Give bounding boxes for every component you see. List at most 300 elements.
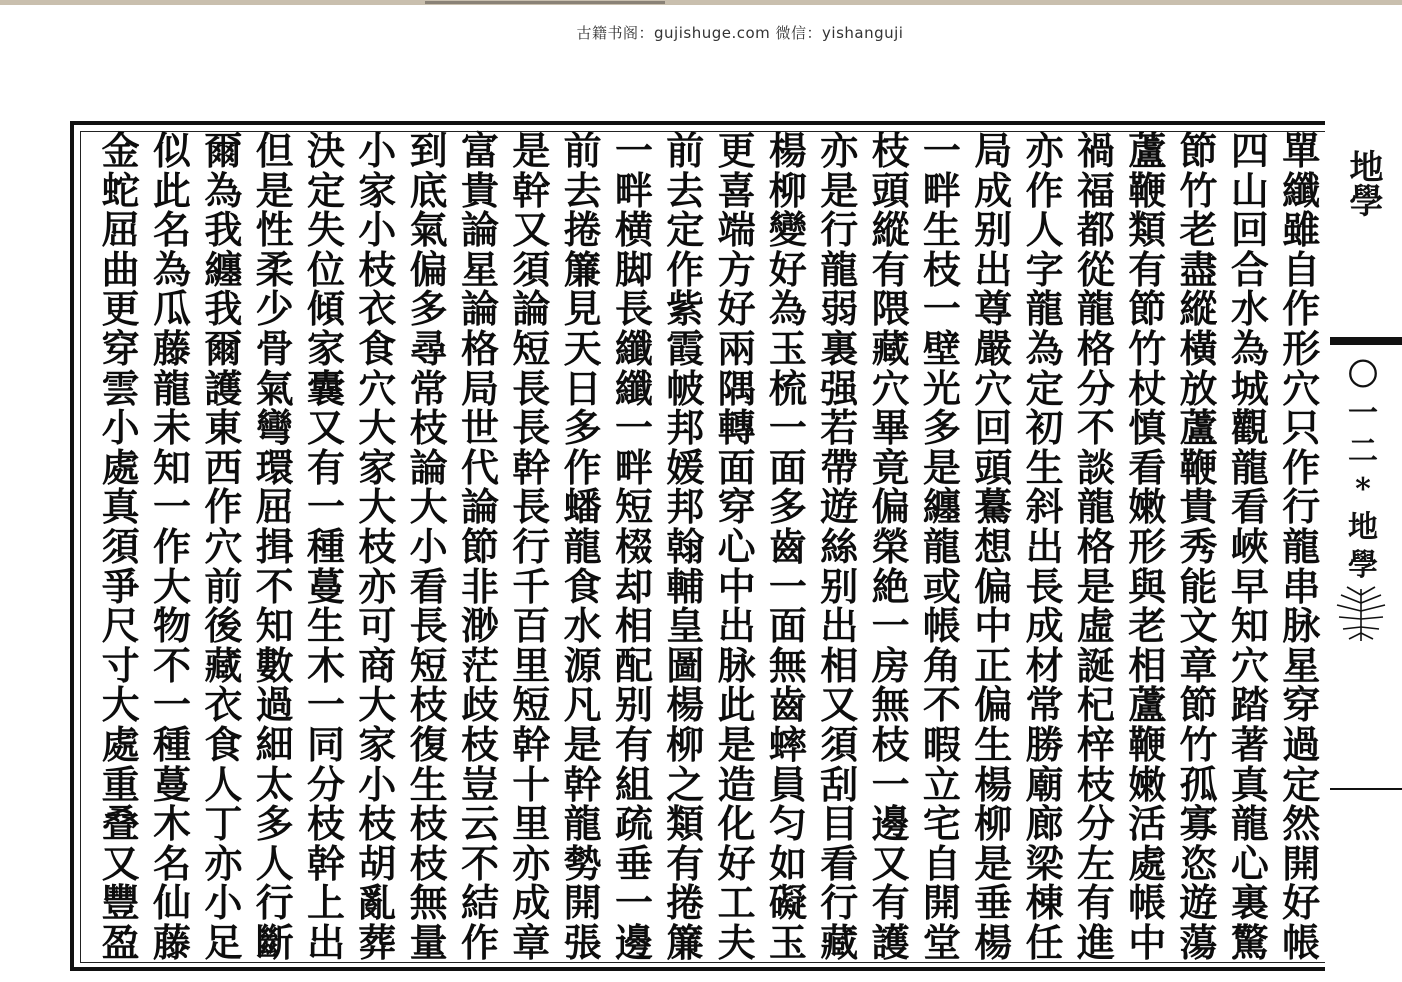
text-char: 初 xyxy=(1025,405,1064,451)
text-char: 藤 xyxy=(152,919,191,965)
text-char: 杖 xyxy=(1128,365,1167,411)
text-char: 合 xyxy=(1230,246,1269,292)
text-char: 穿 xyxy=(1282,682,1321,728)
text-char: 帔 xyxy=(666,365,705,411)
text-char: 少 xyxy=(255,286,294,332)
text-char: 為 xyxy=(152,246,191,292)
text-char: 量 xyxy=(409,919,448,965)
text-char: 有 xyxy=(666,840,705,886)
text-char: 相 xyxy=(1128,642,1167,688)
text-char: 枝 xyxy=(409,840,448,886)
text-char: 性 xyxy=(255,207,294,253)
text-char: 回 xyxy=(1230,207,1269,253)
text-char: 論 xyxy=(460,286,499,332)
text-char: 面 xyxy=(768,444,807,490)
text-char: 變 xyxy=(768,207,807,253)
text-char: 龍 xyxy=(1282,523,1321,569)
text-char: 一 xyxy=(306,484,345,530)
top-border-strip xyxy=(0,0,1402,5)
text-char: 一 xyxy=(768,563,807,609)
text-char: 知 xyxy=(152,444,191,490)
text-char: 章 xyxy=(1179,642,1218,688)
text-char: 與 xyxy=(1128,563,1167,609)
text-char: 枝 xyxy=(306,801,345,847)
text-char: 木 xyxy=(306,642,345,688)
text-char: 衣 xyxy=(358,286,397,332)
text-char: 大 xyxy=(358,682,397,728)
text-char: 知 xyxy=(1230,603,1269,649)
text-char: 人 xyxy=(1025,207,1064,253)
text-char: 偏 xyxy=(974,682,1013,728)
text-char: 長 xyxy=(1025,563,1064,609)
text-char: 是 xyxy=(717,721,756,767)
vertical-text-block xyxy=(95,128,1327,965)
text-char: 處 xyxy=(1128,840,1167,886)
text-char: 過 xyxy=(255,682,294,728)
text-char: 心 xyxy=(1230,840,1269,886)
text-char: 榮 xyxy=(871,523,910,569)
text-char: 節 xyxy=(1179,128,1218,173)
text-char: 捲 xyxy=(666,880,705,926)
text-char: 重 xyxy=(101,761,140,807)
text-char: 叠 xyxy=(101,801,140,847)
text-char: 一 xyxy=(871,603,910,649)
text-char: 節 xyxy=(460,523,499,569)
text-column xyxy=(198,128,249,965)
text-char: 竹 xyxy=(1128,325,1167,371)
text-char: 定 xyxy=(1282,761,1321,807)
text-char: 員 xyxy=(768,761,807,807)
text-char: 踏 xyxy=(1230,682,1269,728)
text-column xyxy=(1122,128,1173,965)
text-char: 齒 xyxy=(768,682,807,728)
text-char: 渺 xyxy=(460,603,499,649)
text-char: 多 xyxy=(563,405,602,451)
text-char: 不 xyxy=(152,642,191,688)
text-char: 此 xyxy=(717,682,756,728)
text-char: 裏 xyxy=(820,325,859,371)
text-char: 爾 xyxy=(204,128,243,173)
text-char: 曲 xyxy=(101,246,140,292)
text-char: 纖 xyxy=(1282,167,1321,213)
text-char: 論 xyxy=(460,484,499,530)
text-char: 單 xyxy=(1282,128,1321,173)
text-char: 無 xyxy=(871,682,910,728)
margin-label-char: 〇 xyxy=(1348,358,1378,393)
text-char: 有 xyxy=(871,246,910,292)
text-char: 張 xyxy=(563,919,602,965)
text-char: 護 xyxy=(871,919,910,965)
text-char: 勢 xyxy=(563,840,602,886)
text-char: 端 xyxy=(717,207,756,253)
text-char: 誕 xyxy=(1076,642,1115,688)
text-char: 兩 xyxy=(717,325,756,371)
text-char: 家 xyxy=(358,721,397,767)
text-column xyxy=(1070,128,1121,965)
text-char: 穴 xyxy=(358,365,397,411)
text-char: 皇 xyxy=(666,603,705,649)
text-char: 組 xyxy=(614,761,653,807)
text-char: 幹 xyxy=(306,840,345,886)
text-column xyxy=(403,128,454,965)
text-char: 屈 xyxy=(255,484,294,530)
text-char: 見 xyxy=(563,286,602,332)
text-char: 好 xyxy=(717,286,756,332)
text-char: 千 xyxy=(512,563,551,609)
text-char: 配 xyxy=(614,642,653,688)
text-char: 柳 xyxy=(768,167,807,213)
text-char: 從 xyxy=(1076,246,1115,292)
text-char: 成 xyxy=(974,167,1013,213)
text-char: 暇 xyxy=(922,721,961,767)
margin-label-char: 學 xyxy=(1348,548,1378,583)
text-char: 觀 xyxy=(1230,405,1269,451)
text-char: 行 xyxy=(820,207,859,253)
text-column xyxy=(352,128,403,965)
text-column xyxy=(660,128,711,965)
text-char: 都 xyxy=(1076,207,1115,253)
text-char: 帳 xyxy=(922,603,961,649)
text-char: 偏 xyxy=(409,246,448,292)
text-char: 蘆 xyxy=(1179,405,1218,451)
margin-label-char: * xyxy=(1355,472,1371,507)
margin-page-label xyxy=(1339,357,1387,585)
text-char: 有 xyxy=(614,721,653,767)
text-char: 小 xyxy=(204,880,243,926)
text-char: 梓 xyxy=(1076,721,1115,767)
text-char: 相 xyxy=(820,642,859,688)
text-char: 别 xyxy=(614,682,653,728)
text-char: 帳 xyxy=(1282,919,1321,965)
text-char: 爾 xyxy=(204,325,243,371)
text-char: 細 xyxy=(255,721,294,767)
text-char: 鞭 xyxy=(1128,167,1167,213)
text-char: 自 xyxy=(922,840,961,886)
text-char: 紫 xyxy=(666,286,705,332)
text-char: 可 xyxy=(358,603,397,649)
text-char: 若 xyxy=(820,405,859,451)
text-char: 前 xyxy=(204,563,243,609)
text-char: 尊 xyxy=(974,286,1013,332)
text-char: 正 xyxy=(974,642,1013,688)
text-char: 處 xyxy=(101,444,140,490)
text-column xyxy=(557,128,608,965)
text-char: 穴 xyxy=(1282,365,1321,411)
text-char: 廟 xyxy=(1025,761,1064,807)
text-char: 常 xyxy=(1025,682,1064,728)
text-char: 成 xyxy=(512,880,551,926)
text-char: 行 xyxy=(255,880,294,926)
text-char: 作 xyxy=(460,919,499,965)
text-char: 我 xyxy=(204,207,243,253)
text-char: 隅 xyxy=(717,365,756,411)
text-char: 穿 xyxy=(717,484,756,530)
text-char: 虛 xyxy=(1076,603,1115,649)
text-column xyxy=(711,128,762,965)
text-char: 如 xyxy=(768,840,807,886)
text-char: 工 xyxy=(717,880,756,926)
text-char: 玉 xyxy=(768,919,807,965)
text-char: 楊 xyxy=(768,128,807,173)
text-char: 常 xyxy=(409,365,448,411)
text-char: 小 xyxy=(358,207,397,253)
text-char: 有 xyxy=(1076,880,1115,926)
text-char: 驚 xyxy=(1230,919,1269,965)
text-char: 幹 xyxy=(512,721,551,767)
text-char: 轉 xyxy=(717,405,756,451)
text-char: 穴 xyxy=(204,523,243,569)
text-char: 穴 xyxy=(871,365,910,411)
text-char: 又 xyxy=(820,682,859,728)
text-char: 里 xyxy=(512,801,551,847)
text-char: 霞 xyxy=(666,325,705,371)
text-char: 龍 xyxy=(152,365,191,411)
text-char: 玉 xyxy=(768,325,807,371)
margin-book-title: 地學 xyxy=(1343,149,1383,217)
text-char: 豐 xyxy=(101,880,140,926)
text-char: 決 xyxy=(306,128,345,173)
text-char: 隈 xyxy=(871,286,910,332)
text-char: 又 xyxy=(306,405,345,451)
text-char: 字 xyxy=(1025,246,1064,292)
text-char: 裏 xyxy=(1230,880,1269,926)
text-char: 龍 xyxy=(1230,801,1269,847)
text-char: 富 xyxy=(460,128,499,173)
text-char: 龍 xyxy=(922,523,961,569)
text-char: 章 xyxy=(512,919,551,965)
text-column xyxy=(1224,128,1275,965)
text-char: 穴 xyxy=(1230,642,1269,688)
text-char: 人 xyxy=(204,761,243,807)
text-char: 又 xyxy=(101,840,140,886)
text-char: 心 xyxy=(717,523,756,569)
top-border-accent xyxy=(425,1,665,4)
text-char: 任 xyxy=(1025,919,1064,965)
text-char: 嫩 xyxy=(1128,761,1167,807)
text-char: 過 xyxy=(1282,721,1321,767)
text-char: 大 xyxy=(358,405,397,451)
text-char: 進 xyxy=(1076,919,1115,965)
text-char: 囊 xyxy=(306,365,345,411)
text-char: 真 xyxy=(101,484,140,530)
margin-label-char: 二 xyxy=(1348,434,1378,469)
text-char: 須 xyxy=(820,721,859,767)
text-char: 又 xyxy=(512,207,551,253)
text-char: 茫 xyxy=(460,642,499,688)
text-char: 慎 xyxy=(1128,405,1167,451)
text-char: 星 xyxy=(460,246,499,292)
text-char: 之 xyxy=(666,761,705,807)
text-char: 氣 xyxy=(255,365,294,411)
text-char: 復 xyxy=(409,721,448,767)
text-char: 作 xyxy=(152,523,191,569)
text-char: 蟀 xyxy=(768,721,807,767)
text-char: 枝 xyxy=(358,523,397,569)
text-char: 大 xyxy=(358,484,397,530)
text-char: 藏 xyxy=(820,919,859,965)
text-char: 幹 xyxy=(512,167,551,213)
text-char: 脉 xyxy=(717,642,756,688)
text-char: 楊 xyxy=(666,682,705,728)
text-char: 短 xyxy=(512,325,551,371)
text-char: 無 xyxy=(409,880,448,926)
text-char: 節 xyxy=(1179,682,1218,728)
text-char: 長 xyxy=(512,484,551,530)
text-char: 名 xyxy=(152,207,191,253)
text-char: 福 xyxy=(1076,167,1115,213)
text-char: 東 xyxy=(204,405,243,451)
text-char: 蘆 xyxy=(1128,128,1167,173)
text-char: 一 xyxy=(306,682,345,728)
text-char: 相 xyxy=(614,603,653,649)
text-char: 貴 xyxy=(1179,484,1218,530)
text-char: 生 xyxy=(922,207,961,253)
text-char: 邦 xyxy=(666,405,705,451)
text-char: 能 xyxy=(1179,563,1218,609)
text-char: 多 xyxy=(768,484,807,530)
text-char: 枝 xyxy=(871,128,910,173)
text-char: 齒 xyxy=(768,523,807,569)
text-char: 里 xyxy=(512,642,551,688)
text-char: 有 xyxy=(306,444,345,490)
text-char: 失 xyxy=(306,207,345,253)
text-char: 無 xyxy=(768,642,807,688)
watermark-text: 古籍书阁：gujishuge.com 微信：yishanguji xyxy=(576,24,904,42)
text-column xyxy=(916,128,967,965)
text-char: 水 xyxy=(563,603,602,649)
text-char: 物 xyxy=(152,603,191,649)
text-char: 龍 xyxy=(1076,286,1115,332)
text-char: 梁 xyxy=(1025,840,1064,886)
text-column xyxy=(1173,128,1224,965)
text-char: 面 xyxy=(768,603,807,649)
text-column xyxy=(249,128,300,965)
text-char: 絶 xyxy=(871,563,910,609)
text-char: 化 xyxy=(717,801,756,847)
text-char: 開 xyxy=(563,880,602,926)
text-char: 早 xyxy=(1230,563,1269,609)
text-char: 前 xyxy=(666,128,705,173)
text-char: 凡 xyxy=(563,682,602,728)
text-char: 禍 xyxy=(1076,128,1115,173)
text-char: 出 xyxy=(820,603,859,649)
text-char: 看 xyxy=(409,563,448,609)
text-char: 似 xyxy=(152,128,191,173)
text-char: 出 xyxy=(974,246,1013,292)
text-char: 位 xyxy=(306,246,345,292)
text-char: 勝 xyxy=(1025,721,1064,767)
text-char: 亦 xyxy=(512,840,551,886)
text-char: 目 xyxy=(820,801,859,847)
text-char: 上 xyxy=(306,880,345,926)
text-char: 行 xyxy=(512,523,551,569)
text-char: 衣 xyxy=(204,682,243,728)
text-char: 刮 xyxy=(820,761,859,807)
text-char: 傾 xyxy=(306,286,345,332)
text-char: 節 xyxy=(1128,286,1167,332)
text-char: 文 xyxy=(1179,603,1218,649)
text-char: 貴 xyxy=(460,167,499,213)
text-char: 材 xyxy=(1025,642,1064,688)
text-char: 橫 xyxy=(1179,325,1218,371)
text-char: 短 xyxy=(614,484,653,530)
text-char: 纖 xyxy=(614,325,653,371)
text-char: 小 xyxy=(409,523,448,569)
text-char: 中 xyxy=(717,563,756,609)
text-char: 作 xyxy=(204,484,243,530)
text-char: 大 xyxy=(152,563,191,609)
text-char: 葬 xyxy=(358,919,397,965)
text-char: 去 xyxy=(666,167,705,213)
text-char: 圖 xyxy=(666,642,705,688)
text-char: 龍 xyxy=(1076,484,1115,530)
text-char: 邦 xyxy=(666,484,705,530)
text-char: 嚴 xyxy=(974,325,1013,371)
text-char: 去 xyxy=(563,167,602,213)
text-char: 棟 xyxy=(1025,880,1064,926)
text-char: 揖 xyxy=(255,523,294,569)
text-char: 有 xyxy=(871,880,910,926)
text-column xyxy=(300,128,351,965)
text-char: 頭 xyxy=(871,167,910,213)
text-char: 活 xyxy=(1128,801,1167,847)
text-char: 枝 xyxy=(409,405,448,451)
text-char: 出 xyxy=(306,919,345,965)
text-char: 長 xyxy=(512,405,551,451)
text-char: 屈 xyxy=(101,207,140,253)
text-char: 定 xyxy=(1025,365,1064,411)
text-char: 寸 xyxy=(101,642,140,688)
text-char: 骨 xyxy=(255,325,294,371)
text-char: 更 xyxy=(717,128,756,173)
text-char: 枝 xyxy=(409,682,448,728)
text-char: 幹 xyxy=(563,761,602,807)
text-char: 格 xyxy=(460,325,499,371)
text-char: 一 xyxy=(922,128,961,173)
text-char: 家 xyxy=(358,444,397,490)
text-char: 是 xyxy=(512,128,551,173)
text-char: 面 xyxy=(717,444,756,490)
text-char: 竹 xyxy=(1179,167,1218,213)
text-char: 横 xyxy=(614,207,653,253)
text-char: 好 xyxy=(1282,880,1321,926)
text-char: 然 xyxy=(1282,801,1321,847)
text-char: 護 xyxy=(204,365,243,411)
text-char: 匀 xyxy=(768,801,807,847)
text-char: 星 xyxy=(1282,642,1321,688)
margin-divider-bar xyxy=(1330,337,1402,345)
text-char: 木 xyxy=(152,801,191,847)
text-column xyxy=(146,128,197,965)
text-char: 食 xyxy=(563,563,602,609)
text-char: 成 xyxy=(1025,603,1064,649)
text-char: 丁 xyxy=(204,801,243,847)
text-char: 蘆 xyxy=(1128,682,1167,728)
text-char: 歧 xyxy=(460,682,499,728)
text-char: 雖 xyxy=(1282,207,1321,253)
text-char: 作 xyxy=(1025,167,1064,213)
text-char: 食 xyxy=(204,721,243,767)
text-char: 盡 xyxy=(1179,246,1218,292)
text-char: 偏 xyxy=(871,484,910,530)
text-char: 亦 xyxy=(204,840,243,886)
text-char: 一 xyxy=(768,405,807,451)
text-char: 一 xyxy=(922,286,961,332)
text-char: 宅 xyxy=(922,801,961,847)
text-char: 偏 xyxy=(974,563,1013,609)
text-char: 但 xyxy=(255,128,294,173)
text-char: 分 xyxy=(1076,801,1115,847)
